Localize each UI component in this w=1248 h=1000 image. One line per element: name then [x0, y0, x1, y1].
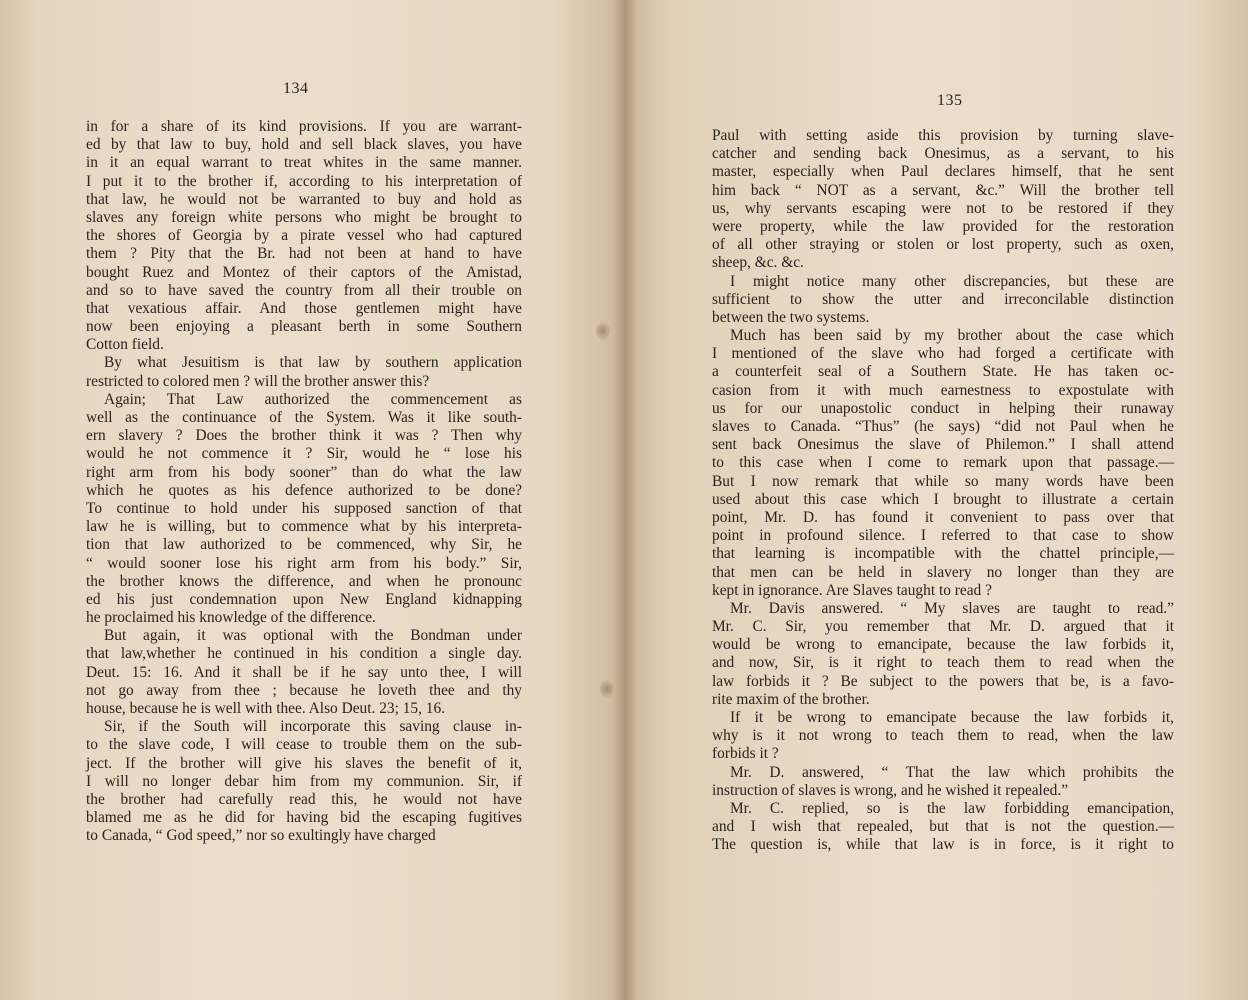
text-line: were property, while the law provided for the restoration — [712, 217, 1174, 235]
text-line: But again, it was optional with the Bondman under — [104, 627, 522, 645]
text-line: would he not commence it ? Sir, would he “ lose his — [86, 445, 522, 463]
text-line: Much has been said by my brother about the case which — [730, 327, 1174, 345]
page-number: 134 — [283, 80, 309, 97]
text-line: catcher and sending back Onesimus, as a servant, to his — [712, 145, 1174, 163]
text-line: If it be wrong to emancipate because the law forbids it, — [730, 709, 1174, 726]
text-line: ed by that law to buy, hold and sell black slaves, you have — [86, 136, 522, 154]
text-line: Mr. C. replied, so is the law forbidding emancipation, — [730, 799, 1174, 817]
text-line: master, especially when Paul declares himself, that he sent — [712, 163, 1174, 181]
text-line: sent back Onesimus the slave of Philemon.” I shall attend — [712, 436, 1174, 454]
text-line: I might notice many other discrepancies, but these are — [730, 272, 1174, 290]
text-line: to Canada, “ God speed,” nor so exultingly have charged — [86, 827, 436, 845]
text-line: would be wrong to emancipate, because the law forbids it, — [712, 636, 1174, 654]
text-line: why is it not wrong to teach them to read, when the law — [712, 727, 1174, 745]
text-line: him back “ NOT as a servant, &c.” Will the brother tell — [712, 181, 1174, 199]
text-line: “ would sooner lose his right arm from his body.” Sir, — [86, 554, 522, 572]
text-line: ed his just condemnation upon New England kidnapping — [86, 590, 522, 608]
text-line: Sir, if the South will incorporate this saving clause in- — [104, 718, 522, 736]
text-line: the brother had carefully read this, he would not have — [86, 790, 522, 808]
text-line: of all other straying or stolen or lost property, such as oxen, — [712, 236, 1174, 254]
text-line: and so to have saved the country from all their trouble on — [86, 281, 522, 299]
text-line: in it an equal warrant to treat whites in the same manner. — [86, 154, 522, 172]
binding-hole — [596, 322, 610, 340]
text-line: I mentioned of the slave who had forged a certificate with — [712, 345, 1174, 363]
text-line: sheep, &c. &c. — [712, 254, 804, 272]
text-line: not go away from thee ; because he loveth thee and thy — [86, 681, 522, 699]
text-line: that law, he would not be warranted to buy and hold as — [86, 190, 522, 208]
text-line: blamed me as he did for having bid the escaping fugitives — [86, 809, 522, 827]
text-line: To continue to hold under his supposed sanction of that — [86, 499, 522, 517]
text-line: between the two systems. — [712, 308, 870, 326]
text-line: the shores of Georgia by a pirate vessel who had captured — [86, 227, 522, 245]
text-line: us, why servants escaping were not to be restored if they — [712, 199, 1174, 217]
text-line: kept in ignorance. Are Slaves taught to read ? — [712, 581, 992, 599]
text-line: casion from it with much earnestness to expostulate with — [712, 381, 1174, 399]
text-line: slaves to Canada. “Thus” (he says) “did not Paul when he — [712, 418, 1174, 435]
right-page — [624, 0, 1248, 1000]
text-line: I put it to the brother if, according to his interpretation of — [86, 172, 522, 190]
page-text — [712, 127, 1174, 855]
text-line: restricted to colored men ? will the brother answer this? — [86, 372, 430, 390]
text-line: The question is, while that law is in force, is it right to — [712, 836, 1174, 854]
binding-hole — [600, 680, 614, 698]
page-number: 135 — [937, 92, 963, 109]
text-line: Deut. 15: 16. And it shall be if he say unto thee, I will — [86, 663, 522, 681]
text-line: Again; That Law authorized the commencement as — [104, 390, 522, 408]
text-line: that learning is incompatible with the chattel principle,— — [712, 545, 1174, 563]
text-line: Mr. C. Sir, you remember that Mr. D. argued that it — [712, 618, 1174, 636]
text-line: well as the continuance of the System. Was it like south- — [86, 409, 522, 426]
text-line: ject. If the brother will give his slaves the benefit of it, — [86, 754, 522, 772]
text-line: a counterfeit seal of a Southern State. He has taken oc- — [712, 363, 1174, 381]
text-line: which he quotes as his defence authorized to be done? — [86, 481, 522, 499]
text-line: in for a share of its kind provisions. If you are warrant- — [86, 118, 522, 135]
text-line: Cotton field. — [86, 336, 164, 354]
text-line: instruction of slaves is wrong, and he wished it repealed.” — [712, 781, 1069, 799]
text-line: and now, Sir, is it right to teach them to read when the — [712, 654, 1174, 672]
text-line: forbids it ? — [712, 745, 779, 763]
text-line: Mr. D. answered, “ That the law which prohibits the — [730, 763, 1174, 781]
text-line: But I now remark that while so many words have been — [712, 472, 1174, 490]
text-line: Paul with setting aside this provision by turning slave- — [712, 127, 1174, 144]
text-line: he proclaimed his knowledge of the difference. — [86, 609, 376, 627]
text-line: us for our unapostolic conduct in helping their runaway — [712, 399, 1174, 417]
text-line: that vexatious affair. And those gentlemen might have — [86, 299, 522, 317]
book-gutter — [612, 0, 638, 1000]
text-line: law forbids it ? Be subject to the powers that be, is a favo- — [712, 672, 1174, 690]
text-line: them ? Pity that the Br. had not been at hand to have — [86, 245, 522, 263]
text-line: sufficient to show the utter and irreconcilable distinction — [712, 290, 1174, 308]
text-line: house, because he is well with thee. Also Deut. 23; 15, 16. — [86, 700, 446, 717]
text-line: I will no longer debar him from my communion. Sir, if — [86, 772, 522, 790]
text-line: tion that law authorized to be commenced, why Sir, he — [86, 536, 522, 554]
text-line: point in profound silence. I referred to that case to show — [712, 527, 1174, 545]
text-line: right arm from his body sooner” than do what the law — [86, 463, 522, 481]
text-line: that law,whether he continued in his condition a single day. — [86, 645, 522, 663]
text-line: used about this case which I brought to illustrate a certain — [712, 490, 1174, 508]
text-line: rite maxim of the brother. — [712, 690, 870, 708]
text-line: that men can be held in slavery no longer than they are — [712, 563, 1174, 581]
text-line: Mr. Davis answered. “ My slaves are taught to read.” — [730, 599, 1174, 617]
text-line: bought Ruez and Montez of their captors of the Amistad, — [86, 263, 522, 281]
text-line: point, Mr. D. has found it convenient to pass over that — [712, 508, 1174, 526]
text-line: law he is willing, but to commence what by his interpreta- — [86, 518, 522, 536]
text-line: slaves any foreign white persons who might be brought to — [86, 208, 522, 226]
text-line: to the slave code, I will cease to trouble them on the sub- — [86, 736, 522, 754]
text-line: to this case when I come to remark upon that passage.— — [712, 454, 1174, 472]
text-line: now been enjoying a pleasant berth in some Southern — [86, 318, 522, 336]
page-text — [86, 118, 522, 846]
text-line: the brother knows the difference, and when he pronounc — [86, 572, 522, 590]
text-line: ern slavery ? Does the brother think it was ? Then why — [86, 427, 522, 445]
text-line: By what Jesuitism is that law by southern application — [104, 354, 522, 372]
text-line: and I wish that repealed, but that is not the question.— — [712, 818, 1174, 836]
